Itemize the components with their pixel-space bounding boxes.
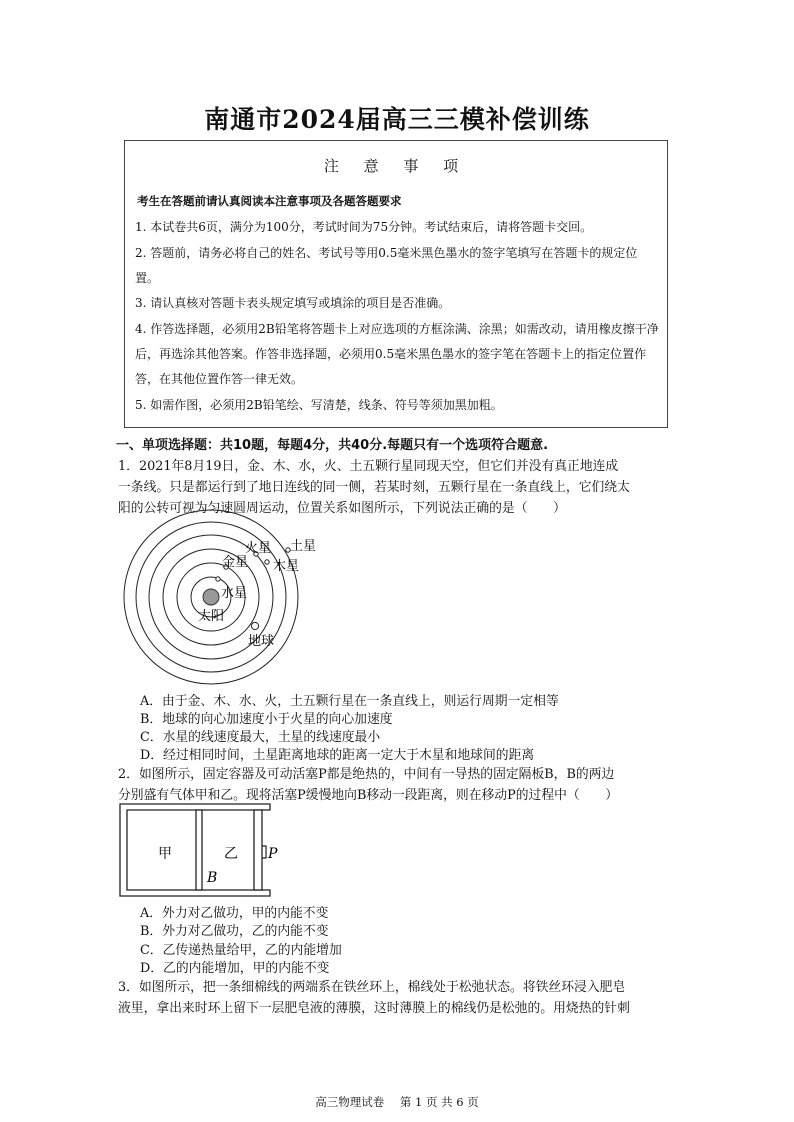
section-title: 一、单项选择题：共10题，每题4分，共40分.每题只有一个选项符合题意. xyxy=(116,438,549,453)
question-1-line: 1．2021年8月19日，金、木、水，火、土五颗行星同现天空，但它们并没有真正地连成 xyxy=(118,459,619,474)
partition-b xyxy=(196,810,202,890)
mercury-icon xyxy=(216,577,220,581)
footer-subject: 高三物理试卷 xyxy=(315,1095,385,1109)
notice-item: 3. 请认真核对答题卡表头规定填写或填涂的项目是否准确。 xyxy=(135,296,451,310)
label-yi: 乙 xyxy=(224,846,238,862)
container-wall xyxy=(120,804,270,896)
question-3-line: 3．如图所示，把一条细棉线的两端系在铁丝环上，棉线处于松弛状态。将铁丝环浸入肥皂 xyxy=(118,980,626,995)
notice-box xyxy=(124,140,668,428)
question-2-option: D．乙的内能增加，甲的内能不变 xyxy=(140,961,330,976)
question-3-line: 液里，拿出来时环上留下一层肥皂液的薄膜，这时薄膜上的棉线仍是松弛的。用烧热的针刺 xyxy=(118,1001,630,1016)
question-2-line: 2．如图所示，固定容器及可动活塞P都是绝热的，中间有一导热的固定隔板B，B的两边 xyxy=(118,767,615,782)
question-2-option: B．外力对乙做功，乙的内能不变 xyxy=(140,924,329,939)
footer-page-number: 第 1 页 共 6 页 xyxy=(399,1095,479,1109)
label-jia: 甲 xyxy=(158,846,172,862)
question-1-option: C．水星的线速度最大，土星的线速度最小 xyxy=(140,730,381,745)
question-1-line: 一条线。只是都运行到了地日连线的同一侧，若某时刻，五颗行星在一条直线上，它们绕太 xyxy=(118,480,630,495)
label-earth: 地球 xyxy=(248,634,275,649)
notice-intro: 考生在答题前请认真阅读本注意事项及各题答题要求 xyxy=(137,194,402,208)
sun-icon xyxy=(203,589,219,605)
earth-icon xyxy=(251,622,258,629)
label-saturn: 土星 xyxy=(290,539,317,554)
label-sun: 太阳 xyxy=(198,609,225,624)
question-2-option: A．外力对乙做功，甲的内能不变 xyxy=(140,906,329,921)
label-mars: 火星 xyxy=(245,541,272,556)
label-jupiter: 木星 xyxy=(273,559,300,574)
solar-system-figure xyxy=(118,515,317,695)
question-1-option: A．由于金、木、水、火，土五颗行星在一条直线上，则运行周期一定相等 xyxy=(140,694,559,709)
question-2-line: 分别盛有气体甲和乙。现将活塞P缓慢地向B移动一段距离，则在移动P的过程中（ ） xyxy=(118,788,619,803)
question-1-option: D．经过相同时间，土星距离地球的距离一定大于木星和地球间的距离 xyxy=(140,748,535,763)
question-1-line: 阳的公转可视为匀速圆周运动，位置关系如图所示，下列说法正确的是（ ） xyxy=(118,501,566,516)
notice-item: 4. 作答选择题，必须用2B铅笔将答题卡上对应选项的方框涂满、涂黑；如需改动，请用橡皮擦干净后，再选涂其他答案。作答非选择题，必须用0.5毫米黑色墨水的签字笔在答题卡上的指定位置作答，在其他位置作答一律无效。 xyxy=(135,322,659,386)
label-mercury: 水星 xyxy=(221,586,248,601)
notice-item: 5. 如需作图，必须用2B铅笔绘、写清楚，线条、符号等须加黑加粗。 xyxy=(135,398,503,412)
notice-heading: 注 意 事 项 xyxy=(323,157,469,175)
question-1-option: B．地球的向心加速度小于火星的向心加速度 xyxy=(140,712,393,727)
notice-item: 2. 答题前，请务必将自己的姓名、考试号等用0.5毫米黑色墨水的签字笔填写在答题卡的规定位置。 xyxy=(135,246,638,285)
label-p: P xyxy=(268,846,278,862)
page-footer xyxy=(0,1094,794,1110)
page-title: 南通市2024届高三三模补偿训练 xyxy=(204,105,590,134)
jupiter-icon xyxy=(265,560,269,564)
label-b: B xyxy=(207,870,218,886)
notice-item: 1. 本试卷共6页，满分为100分，考试时间为75分钟。考试结束后，请将答题卡交回。 xyxy=(135,220,593,234)
question-2-option: C．乙传递热量给甲，乙的内能增加 xyxy=(140,943,342,958)
label-venus: 金星 xyxy=(222,555,249,570)
piston-p xyxy=(254,810,262,890)
container-figure xyxy=(120,802,280,900)
